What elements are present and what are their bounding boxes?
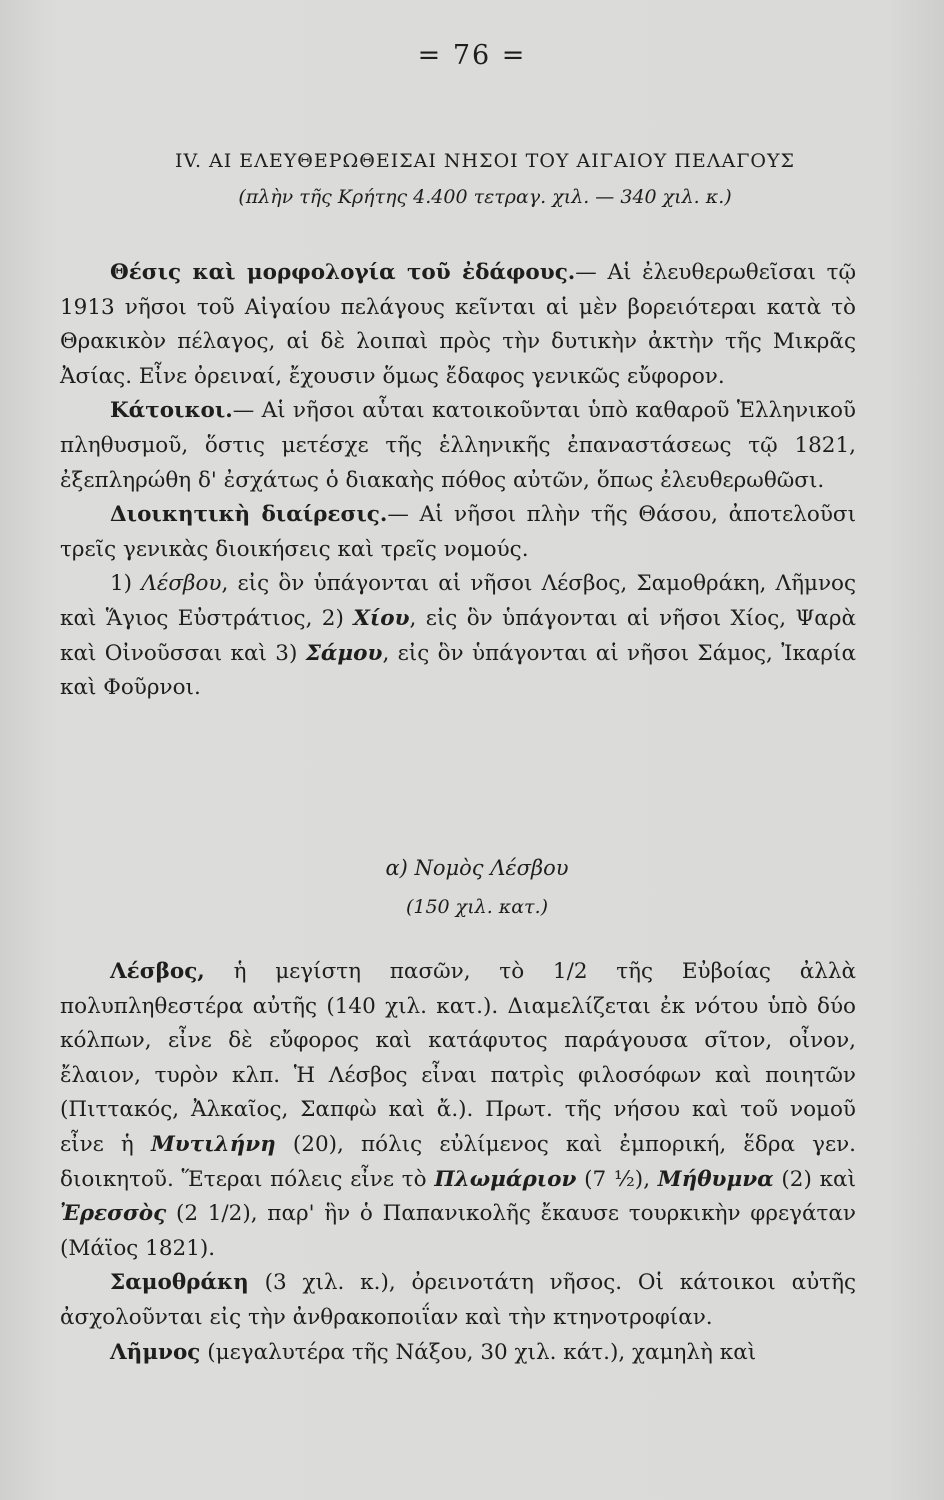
city-plomari: Πλωμάριον bbox=[434, 1166, 577, 1192]
paragraph-text: (2) καὶ bbox=[773, 1166, 856, 1192]
paragraph-text: — Αἱ νῆσοι αὗται κατοικοῦνται ὑπὸ καθαροῦ Ἑλληνικοῦ πληθυσμοῦ, ὅστις μετέσχε τῆς ἑλληνικῆς ἐπαναστάσεως τῷ 1821, ἐξεπληρώθη δ' ἐσχάτως ὁ διακαὴς πόθος αὐτῶν, ὅπως ἐλευθερωθῶσι. bbox=[60, 398, 856, 493]
paragraph-text: , εἰς ὃν ὑπάγονται αἱ νῆσοι Λέσβος, Σαμοθράκη, Λῆμνος καὶ Ἅγιος Εὐστράτιος, 2) bbox=[60, 571, 856, 631]
paragraph-text: — Αἱ ἐλευθερωθεῖσαι τῷ 1913 νῆσοι τοῦ Αἰγαίου πελάγους κεῖνται αἱ μὲν βορειότεραι κατὰ τὸ Θρακικὸν πέλαγος, αἱ δὲ λοιπαὶ πρὸς τὴν δυτικὴν ἀκτὴν τῆς Μικρᾶς Ἀσίας. Εἶνε ὀρειναί, ἔχουσιν ὅμως ἔδαφος γενικῶς εὔφορον. bbox=[60, 260, 857, 389]
paragraph-heading: Λῆμνος bbox=[110, 1339, 201, 1365]
prefecture-samos: Σάμου bbox=[305, 640, 383, 666]
prefecture-chios: Χίου bbox=[353, 605, 410, 631]
city-mithymna: Μήθυμνα bbox=[657, 1166, 774, 1192]
page-number: = 76 = bbox=[417, 40, 527, 71]
city-eressos: Ἐρεσσὸς bbox=[60, 1201, 167, 1227]
chapter-subtitle: (πλὴν τῆς Κρήτης 4.400 τετραγ. χιλ. — 340 χιλ. κ.) bbox=[238, 186, 732, 208]
paragraph-samothraki bbox=[60, 1266, 856, 1335]
paragraph-heading: Σαμοθράκη bbox=[110, 1270, 249, 1296]
chapter-title: IV. ΑΙ ΕΛΕΥΘΕΡΩΘΕΙΣΑΙ ΝΗΣΟΙ ΤΟΥ ΑΙΓΑΙΟΥ ΠΕΛΑΓΟΥΣ bbox=[175, 150, 795, 172]
prefecture-lesvos: Λέσβου bbox=[141, 571, 222, 597]
paragraph-text: (3 χιλ. κ.), ὀρεινοτάτη νῆσος. Οἱ κάτοικοι αὐτῆς ἀσχολοῦνται εἰς τὴν ἀνθρακοποιΐαν καὶ τὴν κτηνοτροφίαν. bbox=[60, 1270, 856, 1330]
body-text-upper bbox=[60, 256, 856, 706]
paragraph-text: 1) bbox=[110, 571, 142, 597]
paragraph-limnos bbox=[60, 1336, 856, 1371]
paragraph-text: , εἰς ὃν ὑπάγονται αἱ νῆσοι Σάμος, Ἰκαρία καὶ Φοῦρνοι. bbox=[60, 640, 856, 701]
paragraph-text: , εἰς ὃν ὑπάγονται αἱ νῆσοι Χίος, Ψαρὰ καὶ Οἰνοῦσσαι καὶ 3) bbox=[60, 605, 856, 666]
paragraph-lesvos bbox=[60, 955, 856, 1266]
paragraph-heading: Διοικητικὴ διαίρεσις. bbox=[110, 502, 388, 528]
paragraph-position bbox=[60, 256, 856, 394]
paragraph-text: (μεγαλυτέρα τῆς Νάξου, 30 χιλ. κάτ.), χαμηλὴ καὶ bbox=[200, 1339, 757, 1365]
paragraph-heading: Κάτοικοι. bbox=[110, 398, 233, 424]
section-subtitle: (150 χιλ. κατ.) bbox=[405, 896, 549, 918]
paragraph-text: — Αἱ νῆσοι πλὴν τῆς Θάσου, ἀποτελοῦσι τρεῖς γενικὰς διοικήσεις καὶ τρεῖς νομούς. bbox=[60, 502, 856, 562]
paragraph-text: (7 ½), bbox=[576, 1166, 658, 1192]
body-text-lower bbox=[60, 955, 856, 1370]
city-mytilini: Μυτιλήνη bbox=[150, 1131, 276, 1157]
paragraph-text: (2 1/2), παρ' ἣν ὁ Παπανικολῆς ἔκαυσε τουρκικὴν φρεγάταν (Μάϊος 1821). bbox=[60, 1201, 856, 1261]
paragraph-inhabitants bbox=[60, 394, 856, 498]
paragraph-administration bbox=[60, 498, 856, 567]
paragraph-prefectures bbox=[60, 567, 856, 705]
section-title: α) Νομὸς Λέσβου bbox=[385, 856, 569, 880]
paragraph-heading: Θέσις καὶ μορφολογία τοῦ ἐδάφους. bbox=[110, 260, 576, 285]
paragraph-text: ἡ μεγίστη πασῶν, τὸ 1/2 τῆς Εὐβοίας ἀλλὰ πολυπληθεστέρα αὐτῆς (140 χιλ. κατ.). Διαμελίζεται ἐκ νότου ὑπὸ δύο κόλπων, εἶνε δὲ εὔφορος καὶ κατάφυτος παράγουσα σῖτον, οἶνον, ἔλαιον, τυρὸν κλπ. Ἡ Λέσβος εἶναι πατρὶς φιλοσόφων καὶ ποιητῶν (Πιττακός, Ἀλκαῖος, Σαπφὼ καὶ ἄ.). Πρωτ. τῆς νήσου καὶ τοῦ νομοῦ εἶνε ἡ bbox=[60, 959, 856, 1157]
paragraph-text: (20), πόλις εὐλίμενος καὶ ἐμπορική, ἕδρα γεν. διοικητοῦ. Ἕτεραι πόλεις εἶνε τὸ bbox=[60, 1131, 857, 1192]
paragraph-heading: Λέσβος, bbox=[110, 959, 205, 984]
